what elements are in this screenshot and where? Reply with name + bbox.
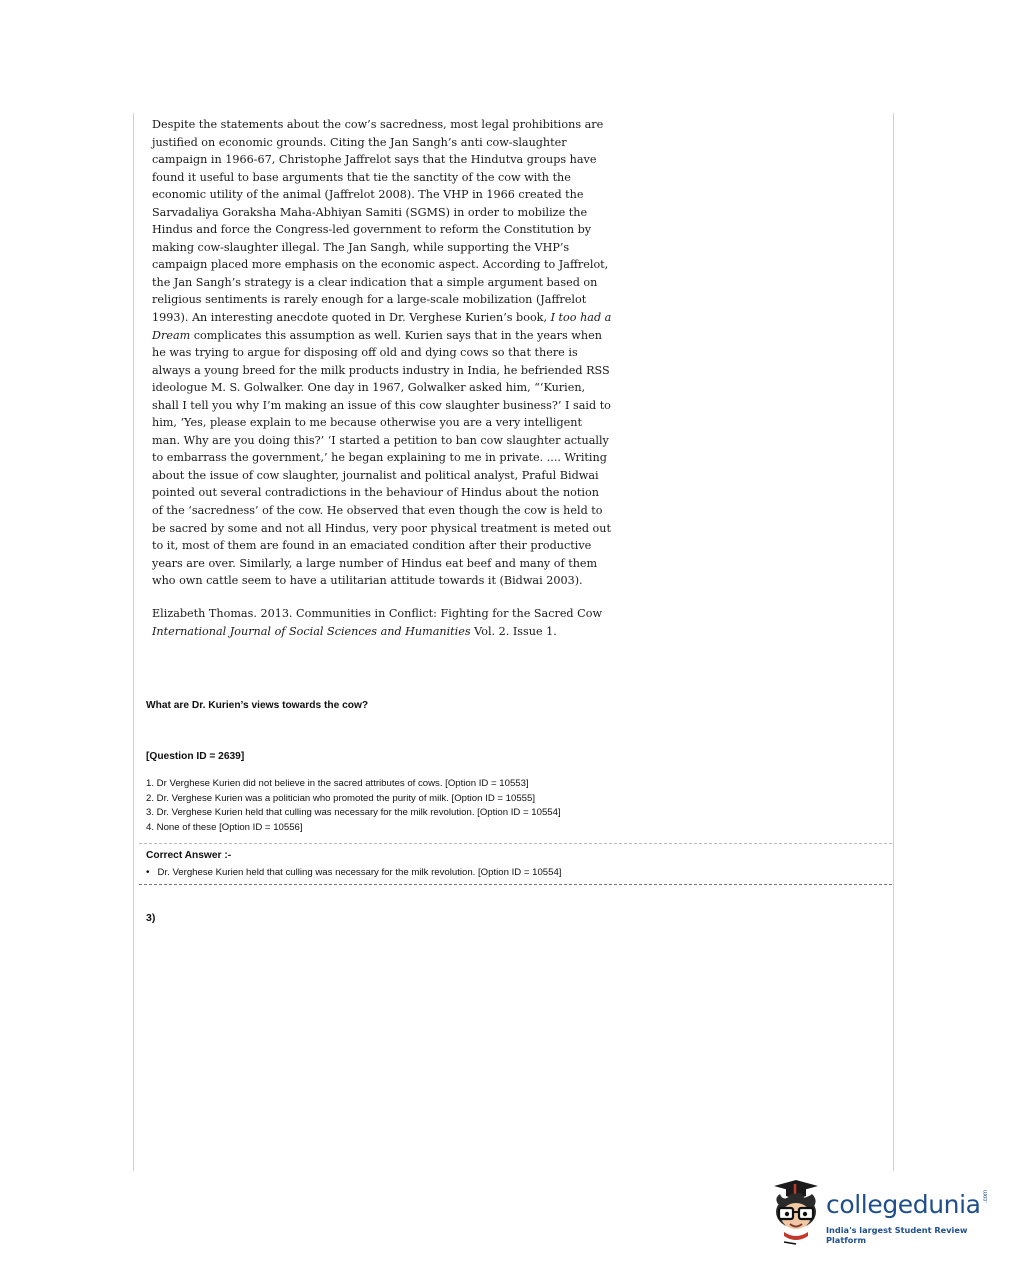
option-3: 3. Dr. Verghese Kurien held that culling was necessary for the milk revolution. [Option ID = 10554]: [146, 807, 561, 818]
question-id: [Question ID = 2639]: [146, 751, 245, 762]
bullet-icon: •: [146, 867, 150, 878]
correct-answer: [146, 867, 561, 878]
option-2: 2. Dr. Verghese Kurien was a politician who promoted the purity of milk. [Option ID = 10555]: [146, 792, 536, 804]
separator-bottom: [139, 884, 892, 885]
mascot-icon: [766, 1178, 826, 1246]
question-text: What are Dr. Kurien’s views towards the cow?: [146, 700, 369, 711]
correct-answer-label: Correct Answer :-: [146, 850, 232, 861]
citation-journal: International Journal of Social Sciences and Humanities: [152, 624, 471, 638]
brand-name: collegedunia: [826, 1190, 981, 1219]
next-question-number: 3): [146, 912, 156, 924]
passage-part-1: Despite the statements about the cow’s sacredness, most legal prohibitions are justified on economic grounds. Citing the Jan Sangh’s anti cow-slaughter campaign in 1966-67, Christophe Jaffrelot says that the Hindutva groups have found it useful to base arguments that tie the sanctity of the cow with the economic utility of the animal (Jaffrelot 2008). The VHP in 1966 created the Sarvadaliya Goraksha Maha-Abhiyan Samiti (SGMS) in order to mobilize the Hindus and force the Congress-led government to reform the Constitution by making cow-slaughter illegal. The Jan Sangh, while supporting the VHP’s campaign placed more emphasis on the economic aspect. According to Jaffrelot, the Jan Sangh’s strategy is a clear indication that a simple argument based on religious sentiments is rarely enough for a large-scale mobilization (Jaffrelot 1993). An interesting anecdote quoted in Dr. Verghese Kurien’s book,: [152, 118, 609, 325]
brand-tagline: India's largest Student Review Platform: [826, 1225, 968, 1245]
option-4: 4. None of these [Option ID = 10556]: [146, 821, 303, 833]
options-list: [146, 777, 561, 835]
option-1: 1. Dr Verghese Kurien did not believe in the sacred attributes of cows. [Option ID = 10553]: [146, 778, 529, 789]
passage-text: [152, 116, 612, 590]
citation-authors: Elizabeth Thomas. 2013. Communities in Conflict: Fighting for the Sacred Cow: [152, 607, 603, 620]
book-title: I too had a Dream: [152, 311, 612, 342]
brand-logo: [766, 1176, 996, 1246]
correct-answer-text: Dr. Verghese Kurien held that culling was necessary for the milk revolution. [Option ID = 10554]: [157, 867, 562, 878]
separator-top: [139, 843, 892, 844]
citation-volume: Vol. 2. Issue 1.: [470, 624, 557, 638]
passage-part-2: complicates this assumption as well. Kurien says that in the years when he was trying to argue for disposing off old and dying cows so that there is always a young breed for the milk products industry in India, he befriended RSS ideologue M. S. Golwalker. One day in 1967, Golwalker asked him, “‘Kurien, shall I tell you why I’m making an issue of this cow slaughter business?’ I said to him, ‘Yes, please explain to me because otherwise you are a very intelligent man. Why are you doing this?’ ‘I started a petition to ban cow slaughter actually to embarrass the government,’ he began explaining to me in private. .... Writing about the issue of cow slaughter, journalist and political analyst, Praful Bidwai pointed out several contradictions in the behaviour of Hindus about the notion of the ‘sacredness’ of the cow. He observed that even though the cow is held to be sacred by some and not all Hindus, very poor physical treatment is meted out to it, most of them are found in an emaciated condition after their productive years are over. Similarly, a large number of Hindus eat beef and many of them who own cattle seem to have a utilitarian attitude towards it (Bidwai 2003).: [152, 328, 611, 588]
citation: [152, 605, 612, 640]
brand-dotcom: .com: [983, 1189, 989, 1203]
